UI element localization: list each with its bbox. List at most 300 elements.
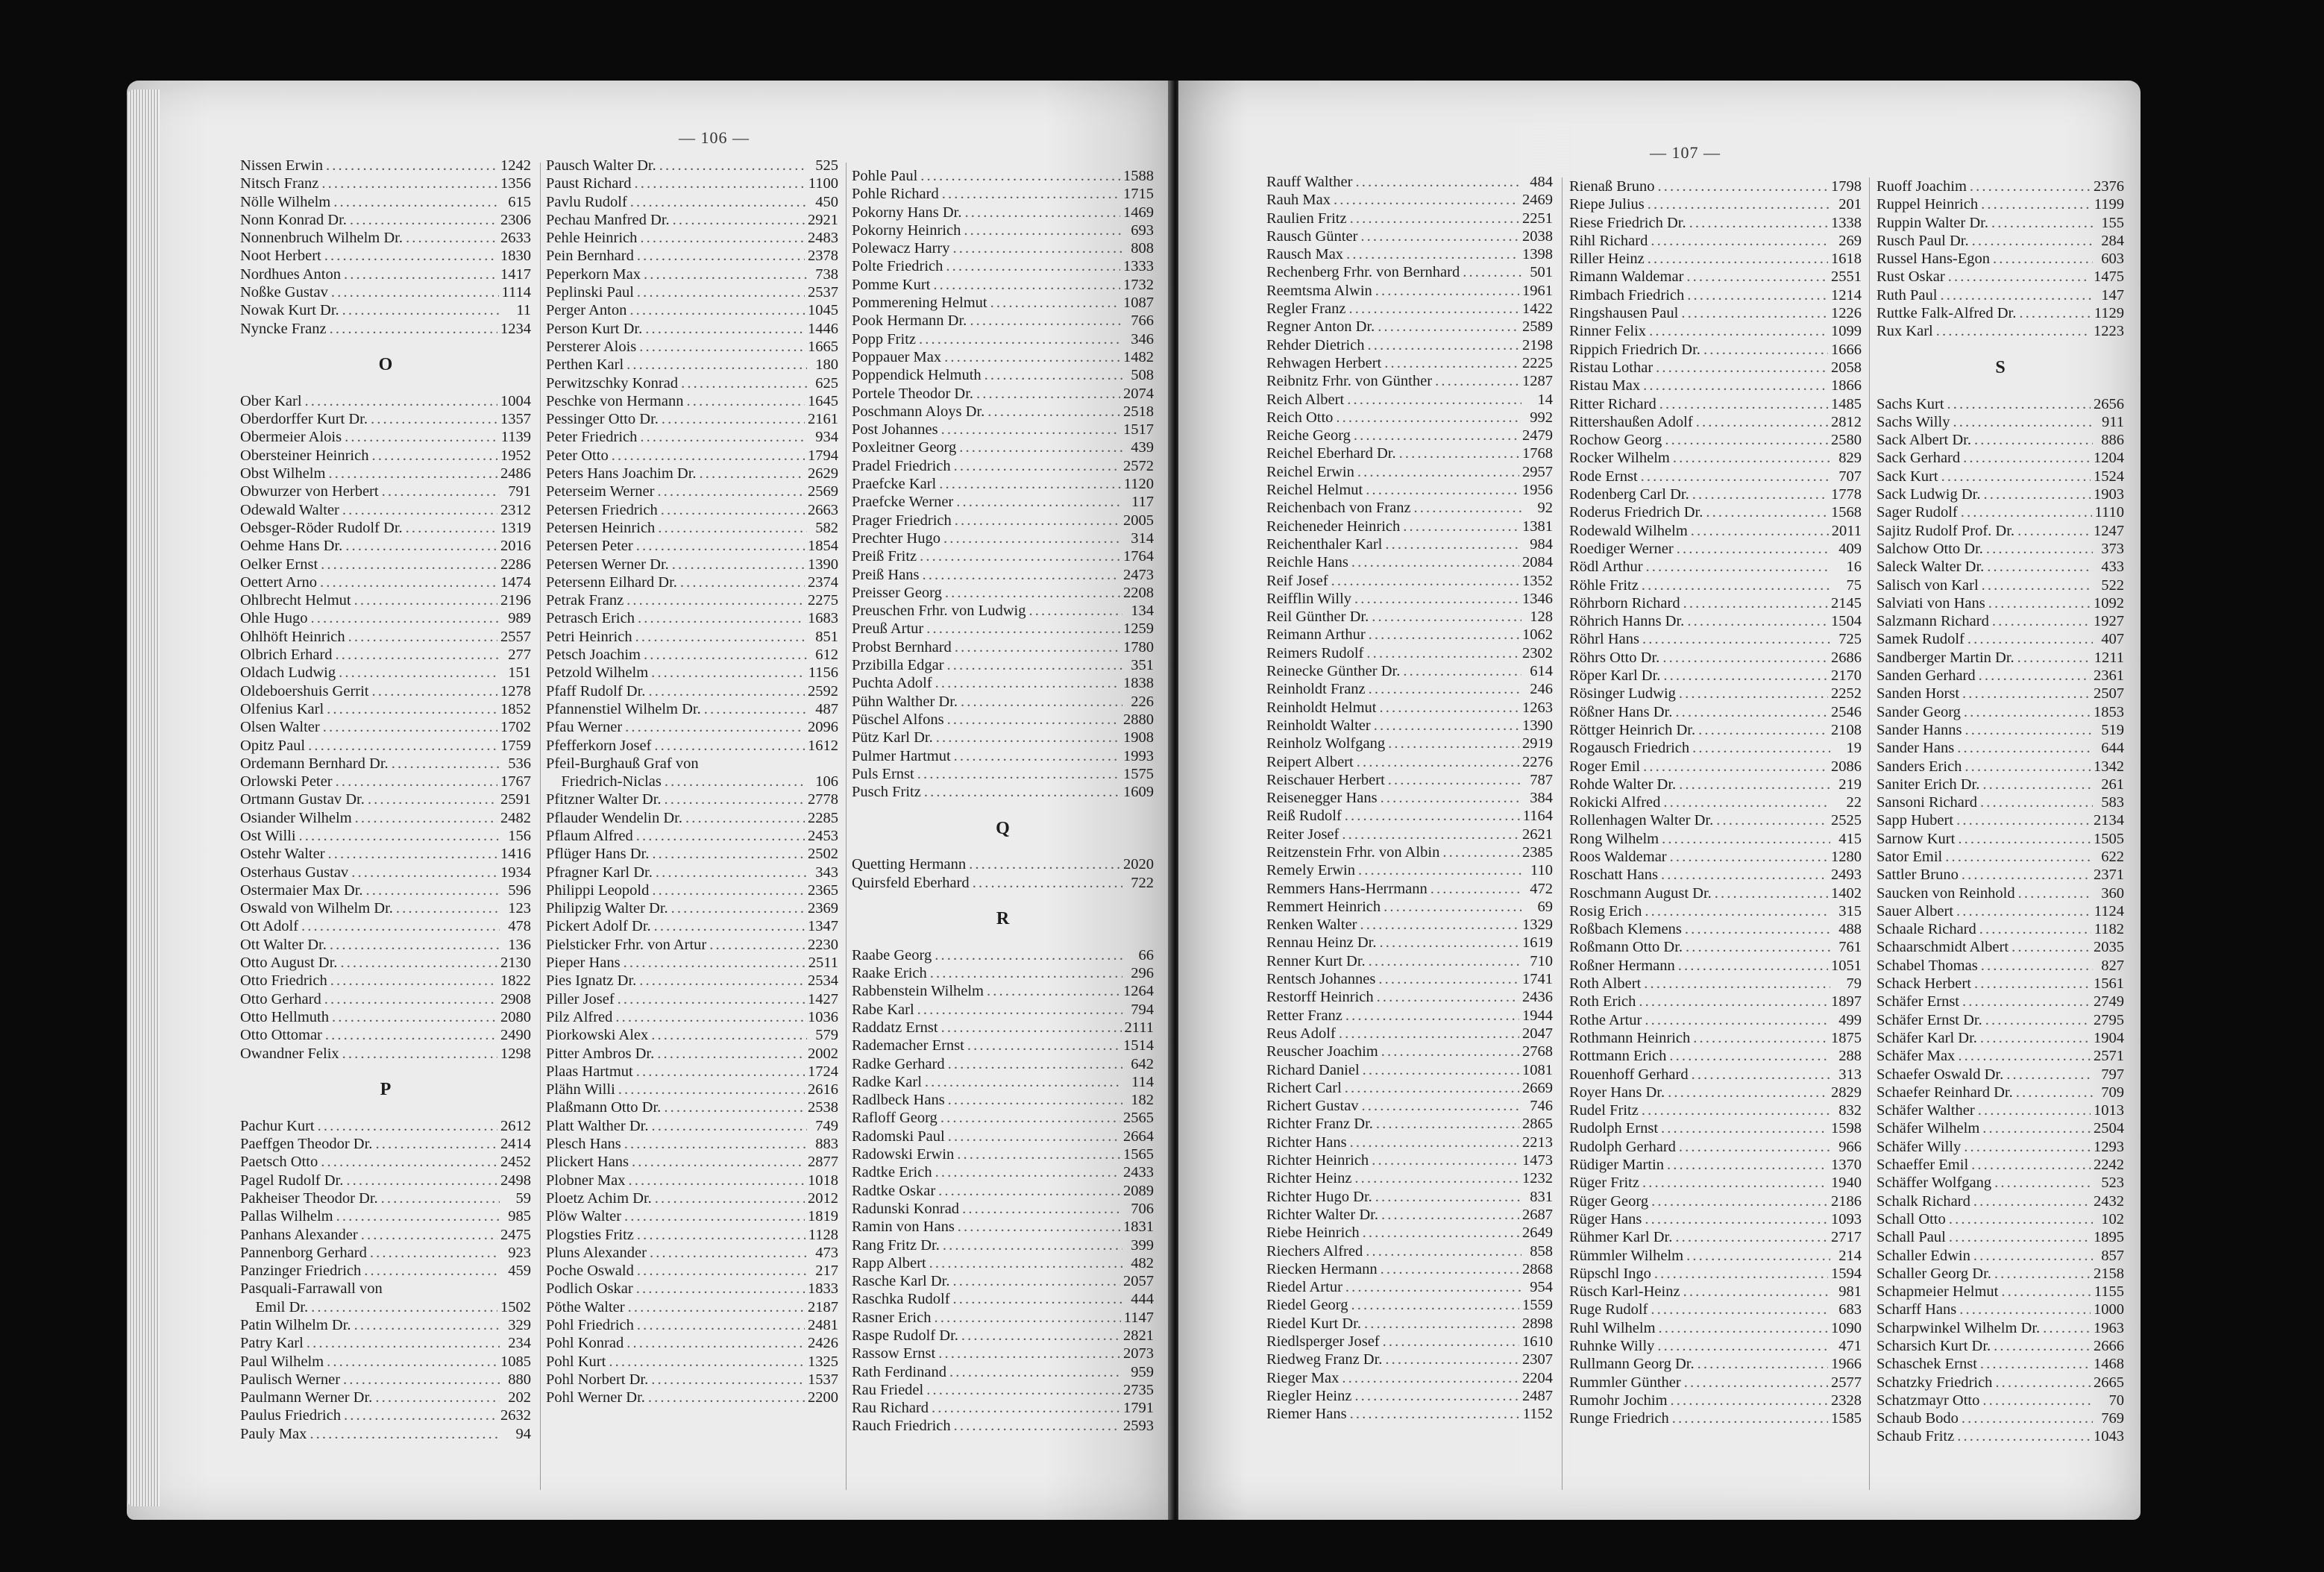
entry-number: 1381 [1522, 518, 1553, 535]
entry-name: Rüger Fritz [1569, 1175, 1639, 1192]
leader-dots [1643, 377, 1828, 394]
index-entry [1877, 957, 2124, 975]
index-entry [1569, 413, 1862, 431]
leader-dots [925, 1073, 1122, 1091]
index-entry [546, 591, 838, 609]
leader-dots [1383, 1333, 1519, 1351]
entry-name: Rokicki Alfred [1569, 794, 1661, 811]
index-entry [1266, 789, 1553, 807]
leader-dots [354, 1316, 500, 1334]
entry-number: 2306 [500, 211, 531, 228]
entry-name: Regner Anton Dr. [1266, 318, 1375, 336]
entry-number [810, 755, 838, 773]
entry-name: Rüsch Karl-Heinz [1569, 1283, 1680, 1301]
index-entry [240, 864, 531, 881]
index-entry [1266, 662, 1553, 680]
entry-number: 880 [508, 1371, 531, 1388]
index-entry [1266, 861, 1553, 879]
index-entry [1569, 1138, 1862, 1156]
entry-name: Salzmann Richard [1877, 613, 1989, 630]
entry-number: 1469 [1123, 204, 1154, 221]
entry-name: Rafloff Georg [852, 1110, 938, 1127]
leader-dots [665, 790, 805, 808]
entry-name: Ruth Paul [1877, 286, 1938, 304]
leader-dots [351, 864, 497, 881]
entry-name: Przibilla Edgar [852, 657, 944, 674]
entry-number: 2016 [500, 538, 531, 555]
entry-name: Ruppin Walter Dr. [1877, 214, 1988, 231]
entry-number: 1164 [1522, 808, 1553, 825]
entry-name: Salisch von Karl [1877, 576, 1979, 594]
leader-dots [1692, 739, 1830, 757]
index-entry [1569, 1374, 1862, 1392]
entry-name: Schäfer Walther [1877, 1102, 1975, 1119]
index-entry [1877, 232, 2124, 250]
leader-dots [392, 755, 500, 773]
entry-name: Rusch Paul Dr. [1877, 232, 1969, 249]
entry-number: 106 [815, 773, 838, 790]
leader-dots [305, 392, 497, 410]
leader-dots [1692, 485, 1828, 503]
index-entry [852, 1272, 1154, 1290]
leader-dots [970, 312, 1122, 330]
entry-name: Scharff Hans [1877, 1301, 1957, 1318]
entry-name: Röhle Fritz [1569, 576, 1639, 594]
index-entry [1266, 463, 1553, 481]
leader-dots [1648, 195, 1830, 213]
index-entry [546, 1189, 838, 1207]
leader-dots [1703, 341, 1828, 359]
leader-dots [1948, 268, 2091, 286]
entry-name: Oldach Ludwig [240, 664, 336, 682]
entry-name: Rasner Erich [852, 1309, 932, 1326]
entry-number: 2483 [808, 230, 838, 247]
index-entry [546, 1226, 838, 1244]
entry-number: 2208 [1123, 584, 1154, 601]
index-entry [1266, 826, 1553, 843]
entry-number: 1683 [808, 610, 838, 627]
leader-dots [946, 257, 1120, 275]
index-entry [240, 1334, 531, 1352]
column-divider [540, 163, 541, 1490]
entry-number: 2504 [2094, 1120, 2124, 1137]
index-entry [852, 747, 1154, 765]
index-entry [1877, 268, 2124, 286]
index-entry [1877, 1228, 2124, 1246]
index-entry [546, 1298, 838, 1316]
entry-number: 1247 [2094, 522, 2124, 539]
entry-number: 478 [508, 918, 531, 935]
entry-name: Richter Walter Dr. [1266, 1206, 1378, 1223]
index-entry [1569, 286, 1862, 304]
entry-number: 2686 [1831, 649, 1862, 666]
entry-number: 2768 [1522, 1043, 1553, 1060]
section-letter: R [996, 909, 1010, 929]
entry-name: Peperkorn Max [546, 265, 641, 283]
leader-dots [307, 1334, 500, 1352]
entry-number: 2108 [1831, 721, 1862, 738]
leader-dots [948, 1128, 1120, 1145]
leader-dots [1965, 758, 2091, 776]
index-entry [240, 229, 531, 247]
index-entry [546, 737, 838, 755]
entry-number: 2196 [500, 592, 531, 609]
entry-number: 1764 [1123, 548, 1154, 565]
leader-dots [1645, 1210, 1828, 1228]
index-entry [1266, 191, 1553, 209]
leader-dots [371, 447, 497, 465]
entry-name: Rux Karl [1877, 323, 1933, 340]
index-entry [1877, 286, 2124, 304]
entry-name: Olfenius Karl [240, 700, 324, 717]
index-entry [546, 755, 838, 773]
entry-number: 2374 [808, 573, 838, 591]
entry-name: Plaas Hartmut [546, 1063, 633, 1080]
entry-name: Roos Waldemar [1569, 848, 1667, 865]
entry-number: 1565 [1123, 1146, 1154, 1163]
index-entry [1569, 1319, 1862, 1337]
leader-dots [1687, 612, 1828, 630]
index-entry [1877, 1355, 2124, 1373]
index-entry [240, 1389, 531, 1406]
leader-dots [657, 482, 805, 500]
entry-number: 706 [1131, 1200, 1154, 1217]
index-entry [1877, 1192, 2124, 1210]
entry-name: Rasche Karl Dr. [852, 1273, 950, 1290]
entry-name: Pomme Kurt [852, 276, 931, 293]
entry-number: 201 [1838, 196, 1862, 213]
entry-name: Riegler Heinz [1266, 1387, 1352, 1404]
leader-dots [364, 1262, 500, 1280]
entry-number: 1609 [1123, 784, 1154, 801]
entry-name: Schäfer Willy [1877, 1138, 1962, 1155]
index-entry [852, 1055, 1154, 1073]
index-entry [1569, 902, 1862, 920]
index-entry [1266, 1296, 1553, 1314]
entry-number: 2572 [1123, 457, 1154, 474]
leader-dots [1696, 413, 1828, 431]
index-entry [1877, 540, 2124, 558]
entry-name: Peters Hans Joachim Dr. [546, 465, 697, 482]
entry-name: Riedlsperger Josef [1266, 1333, 1380, 1350]
leader-dots [2011, 938, 2091, 956]
entry-number: 1264 [1123, 983, 1154, 1000]
index-entry [1569, 1047, 1862, 1065]
entry-number: 2479 [1522, 427, 1553, 444]
entry-name: Pohl Konrad [546, 1335, 624, 1352]
entry-name: Rimann Waldemar [1569, 268, 1684, 286]
index-entry [1569, 1066, 1862, 1084]
entry-number: 2011 [1831, 522, 1862, 539]
entry-number: 123 [508, 900, 531, 917]
entry-name: Ruhnke Willy [1569, 1338, 1655, 1354]
leader-dots [1947, 395, 2091, 413]
entry-name: Schäfer Ernst Dr. [1877, 1011, 1982, 1028]
leader-dots [1973, 1247, 2093, 1265]
index-entry [546, 628, 838, 646]
index-entry [1877, 884, 2124, 902]
entry-name: Pfaff Rudolf Dr. [546, 682, 646, 699]
entry-name: Rodewald Wilhelm [1569, 522, 1688, 539]
entry-name: Schabel Thomas [1877, 957, 1978, 974]
leader-dots [1661, 866, 1828, 884]
leader-dots [629, 301, 805, 319]
entry-number: 2275 [808, 592, 838, 609]
entry-number: 2633 [500, 230, 531, 247]
entry-name: Roschatt Hans [1569, 867, 1658, 884]
entry-number: 709 [2101, 1084, 2124, 1101]
entry-number: 1280 [1831, 848, 1862, 865]
leader-dots [1962, 993, 2091, 1010]
index-entry [1266, 1387, 1553, 1405]
leader-dots [630, 193, 807, 211]
leader-dots [342, 1045, 497, 1063]
entry-number: 579 [815, 1027, 838, 1044]
entry-number: 1338 [1831, 214, 1862, 231]
index-entry [852, 1182, 1154, 1200]
leader-dots [1981, 957, 2093, 975]
column-divider [1562, 177, 1563, 1490]
index-entry [852, 457, 1154, 475]
index-entry [852, 1363, 1154, 1381]
entry-number: 2252 [1831, 685, 1862, 702]
index-entry [1569, 884, 1862, 902]
leader-dots [959, 438, 1122, 456]
leader-dots [644, 646, 807, 664]
entry-number: 582 [815, 519, 838, 536]
index-entry [1877, 830, 2124, 848]
index-entry [1877, 649, 2124, 667]
entry-name: Schäfer Max [1877, 1048, 1956, 1065]
index-entry [1266, 680, 1553, 698]
entry-number: 1961 [1522, 282, 1553, 299]
index-entry [1266, 300, 1553, 318]
leader-dots [324, 990, 497, 1008]
index-entry [1877, 920, 2124, 938]
entry-number: 1875 [1831, 1029, 1862, 1046]
entry-number: 1780 [1123, 638, 1154, 655]
leader-dots [984, 366, 1122, 384]
index-entry [852, 348, 1154, 366]
entry-name: Pusch Fritz [852, 784, 921, 801]
index-entry [1569, 1392, 1862, 1409]
entry-name: Rienaß Bruno [1569, 178, 1655, 195]
spacer [1877, 377, 2124, 394]
entry-number: 1036 [808, 1008, 838, 1025]
leader-dots [1964, 703, 2091, 721]
index-entry [1877, 685, 2124, 702]
leader-dots [926, 620, 1120, 638]
entry-number: 2057 [1123, 1273, 1154, 1290]
entry-number: 2432 [2094, 1192, 2124, 1210]
leader-dots [330, 936, 500, 954]
entry-name: Oberdorffer Kurt Dr. [240, 411, 368, 428]
index-entry [852, 1001, 1154, 1019]
entry-number: 2502 [808, 846, 838, 863]
leader-dots [1351, 1296, 1520, 1314]
entry-name: Reichel Helmut [1266, 482, 1363, 499]
index-entry [546, 247, 838, 265]
index-entry [240, 211, 531, 229]
leader-dots [938, 1345, 1120, 1362]
entry-name: Rapp Albert [852, 1254, 926, 1271]
entry-number: 1278 [500, 682, 531, 699]
entry-number: 499 [1838, 1011, 1862, 1028]
entry-number: 2436 [1522, 989, 1553, 1006]
index-entry [1569, 449, 1862, 467]
leader-dots [1345, 1278, 1521, 1296]
entry-name: Rennau Heinz Dr. [1266, 934, 1377, 952]
entry-name: Rühmer Karl Dr. [1569, 1229, 1673, 1246]
index-entry [852, 167, 1154, 185]
entry-number: 1085 [500, 1353, 531, 1370]
index-entry [1569, 177, 1862, 195]
index-entry [240, 175, 531, 192]
leader-dots [944, 348, 1120, 366]
index-entry [1877, 413, 2124, 431]
entry-name: Perger Anton [546, 302, 627, 319]
entry-name: Schack Herbert [1877, 975, 1971, 993]
leader-dots [1388, 735, 1519, 752]
column-divider [1869, 177, 1870, 1490]
leader-dots [1381, 789, 1521, 807]
leader-dots [1661, 1119, 1828, 1137]
entry-name: Schaeffer Emil [1877, 1157, 1969, 1174]
entry-name: Sapp Hubert [1877, 812, 1954, 829]
entry-number: 1152 [1522, 1406, 1553, 1423]
entry-name: Reichel Erwin [1266, 463, 1354, 480]
leader-dots [1350, 210, 1519, 227]
entry-number: 473 [815, 1244, 838, 1261]
index-entry [1266, 354, 1553, 372]
entry-number: 2213 [1522, 1134, 1553, 1151]
entry-number: 2312 [500, 501, 531, 518]
leader-dots [656, 864, 807, 881]
entry-name: Oswald von Wilhelm Dr. [240, 900, 393, 917]
index-entry [1569, 1265, 1862, 1283]
entry-name: Schaale Richard [1877, 921, 1976, 938]
entry-number: 2096 [808, 719, 838, 736]
entry-number: 2921 [808, 211, 838, 228]
leader-dots [917, 1001, 1122, 1019]
entry-name: Reich Otto [1266, 409, 1334, 426]
entry-name: Pasquali-Farrawall von [240, 1280, 383, 1298]
entry-name: Richter Heinz [1266, 1170, 1352, 1187]
entry-number: 2507 [2094, 685, 2124, 702]
leader-dots [1374, 717, 1519, 735]
entry-number: 2557 [500, 628, 531, 645]
entry-name: Praefcke Werner [852, 494, 954, 511]
index-entry [1266, 1097, 1553, 1115]
entry-number: 1333 [1123, 258, 1154, 275]
index-entry [1877, 214, 2124, 232]
entry-number: 2538 [808, 1099, 838, 1116]
entry-name: Polte Friedrich [852, 258, 943, 275]
leader-dots [1463, 263, 1521, 281]
entry-number: 2565 [1123, 1110, 1154, 1127]
leader-dots [664, 1098, 805, 1116]
entry-name: Petrasch Erich [546, 610, 635, 627]
leader-dots [1675, 703, 1828, 721]
entry-name: Pöthe Walter [546, 1298, 625, 1315]
leader-dots [943, 1236, 1122, 1254]
index-entry [1877, 449, 2124, 467]
leader-dots [973, 874, 1122, 892]
spacer [1877, 341, 2124, 359]
leader-dots [636, 537, 805, 555]
index-entry [240, 1371, 531, 1389]
index-entry [1569, 612, 1862, 630]
index-entry [1877, 703, 2124, 721]
index-entry [1569, 214, 1862, 232]
entry-name: Rinner Felix [1569, 323, 1647, 340]
leader-dots [935, 1163, 1120, 1181]
index-entry [1877, 1374, 2124, 1392]
entry-number: 343 [815, 864, 838, 881]
index-entry [1569, 558, 1862, 576]
index-entry [852, 294, 1154, 312]
leader-dots [949, 1363, 1122, 1381]
entry-number: 2385 [1522, 843, 1553, 861]
entry-name: Rang Fritz Dr. [852, 1236, 940, 1254]
index-entry [240, 755, 531, 773]
index-entry [1266, 1351, 1553, 1368]
index-entry [1877, 1392, 2124, 1409]
entry-number: 16 [1846, 559, 1862, 576]
leader-dots [1974, 431, 2093, 449]
index-entry [1877, 776, 2124, 793]
index-entry [1877, 1119, 2124, 1137]
entry-name: Reif Josef [1266, 572, 1328, 589]
leader-dots [1949, 1228, 2091, 1246]
index-entry [1877, 938, 2124, 956]
index-entry [852, 620, 1154, 638]
leader-dots [1669, 1047, 1830, 1065]
leader-dots [929, 1254, 1122, 1272]
entry-name: Sansoni Richard [1877, 794, 1977, 811]
entry-number: 1768 [1522, 445, 1553, 462]
entry-name: Paulisch Werner [240, 1371, 341, 1388]
leader-dots [1994, 1337, 2091, 1355]
entry-name: Riechers Alfred [1266, 1242, 1363, 1260]
leader-dots [1644, 975, 1830, 993]
index-entry [1569, 359, 1862, 377]
entry-number: 1356 [500, 175, 531, 192]
entry-number: 110 [1530, 862, 1553, 879]
leader-dots [2043, 1319, 2091, 1337]
entry-number: 2369 [808, 900, 838, 917]
entry-name: Emil Dr. [240, 1298, 309, 1315]
entry-number: 234 [508, 1335, 531, 1352]
leader-dots [342, 301, 500, 319]
leader-dots [1706, 503, 1828, 521]
leader-dots [1970, 177, 2091, 195]
entry-name: Raabe Georg [852, 946, 932, 963]
leader-dots [1692, 1066, 1830, 1084]
entry-number: 923 [508, 1244, 531, 1261]
entry-name: Sator Emil [1877, 848, 1943, 865]
leader-dots [340, 954, 497, 972]
entry-number: 1416 [500, 846, 531, 863]
leader-dots [1685, 920, 1830, 938]
entry-number: 1514 [1123, 1037, 1154, 1054]
entry-number: 1352 [1522, 572, 1553, 589]
entry-number: 1588 [1123, 168, 1154, 184]
entry-name: Pauly Max [240, 1425, 307, 1442]
entry-name: Ruttke Falk-Alfred Dr. [1877, 305, 2017, 322]
leader-dots [331, 283, 499, 301]
leader-dots [2019, 304, 2091, 322]
